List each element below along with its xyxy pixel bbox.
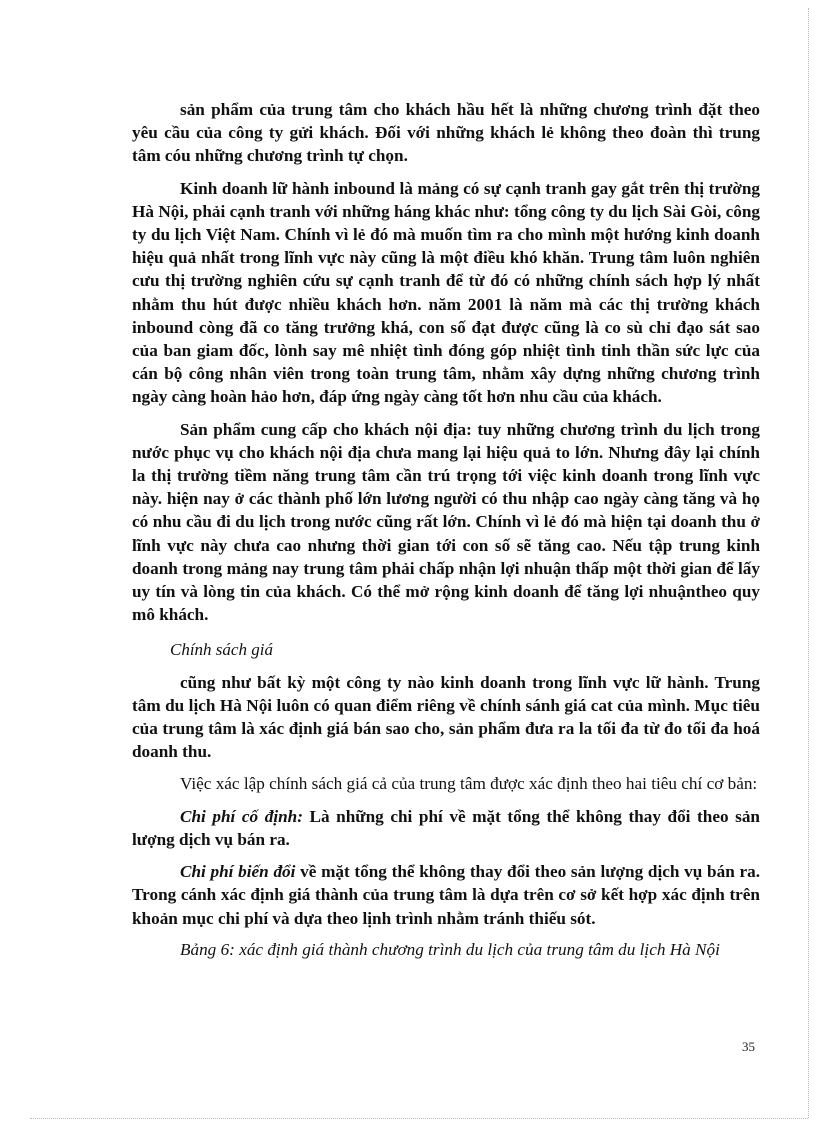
definition-fixed-cost: Là những chi phí về mặt tổng thể không thay đổi theo sản lượng dịch vụ bán ra. [132, 806, 760, 849]
page-border-bottom [30, 1118, 808, 1119]
paragraph-fixed-cost [132, 805, 760, 851]
paragraph-pricing-criteria: Việc xác lập chính sách giá cả của trung tâm được xác định theo hai tiêu chí cơ bản: [180, 774, 758, 794]
paragraph-products-intro: sản phẩm của trung tâm cho khách hầu hết là những chương trình đặt theo yêu cầu của công ty gửi khách. Đối với những khách lẻ không theo đoàn thì trung tâm cóu những chương trình tự chọn. [132, 100, 760, 166]
section-heading-pricing-policy: Chính sách giá [170, 640, 273, 660]
paragraph-variable-cost [132, 860, 760, 930]
page-border-right [808, 8, 809, 1118]
table-caption: Bảng 6: xác định giá thành chương trình du lịch của trung tâm du lịch Hà Nội [180, 939, 720, 959]
document-body [132, 98, 760, 961]
paragraph-inbound-business: Kinh doanh lữ hành inbound là mảng có sự cạnh tranh gay gắt trên thị trường Hà Nội, phải cạnh tranh với những háng khác như: tổng công ty du lịch Sài Gòi, công ty du lịch Việt Nam. Chính vì lẻ đó mà muốn tìm ra cho mình một hướng kinh doanh hiệu quả nhất trong lĩnh vực này cũng là một điều khó khăn. Trung tâm luôn nghiên cưu thị trường nghiên cứu sự cạnh tranh để từ đó có những chính sách hợp lý nhất nhằm thu hút được nhiều khách hơn. năm 2001 là năm mà các thị trường khách inbound còng đã co tăng trưởng khá, con số đạt được cũng là co sù chỉ đạo sát sao của ban giam đốc, lònh say mê nhiệt tình đóng góp nhiệt tình tinh thần sức lực của cán bộ công nhân viên trong toàn trung tâm, nhằm xây dựng những chương trình ngày càng hoàn hảo hơn, đáp ứng ngày càng tốt hơn nhu cầu của khách. [132, 178, 760, 407]
paragraph-pricing-intro: cũng như bất kỳ một công ty nào kinh doanh trong lĩnh vực lữ hành. Trung tâm du lịch Hà Nội luôn có quan điểm riêng về chính sánh giá cat của mình. Mục tiêu của trung tâm là xác định giá bán sao cho, sản phẩm đưa ra la tối đa từ đo tối đa hoá doanh thu. [132, 672, 760, 762]
page-number: 35 [742, 1039, 755, 1054]
term-variable-cost: Chi phí biến đổi [180, 862, 296, 882]
term-fixed-cost: Chi phí cố định: [180, 806, 303, 826]
definition-variable-cost: về mặt tổng thể không thay đổi theo sản lượng dịch vụ bán ra. Trong cánh xác định giá thành của trung tâm là dựa trên cơ sở kết hợp xác định trên khoản mục chi phí và dựa theo lịnh trình nhằm tránh thiếu sót. [132, 862, 760, 928]
paragraph-domestic-products: Sản phẩm cung cấp cho khách nội địa: tuy những chương trình du lịch trong nước phục vụ cho khách nội địa chưa mang lại hiệu quả to lớn. Nhưng đây lại chính la thị trường tiềm năng trung tâm cần trú trọng tới việc kinh doanh trong lĩnh vực này. hiện nay ở các thành phố lớn lương người có thu nhập cao ngày càng tăng và họ có nhu cầu đi du lịch trong nước cũng rất lớn. Chính vì lẻ đó mà hiện tại doanh thu ở lĩnh vực này chưa cao nhưng thời gian tới con số sẽ tăng cao. Nếu tập trung kinh doanh trong mảng nay trung tâm phải chấp nhận lợi nhuận thấp một thời gian để lấy uy tín và lòng tin của khách. Có thể mở rộng kinh doanh để tăng lợi nhuậntheo quy mô khách. [132, 419, 760, 625]
